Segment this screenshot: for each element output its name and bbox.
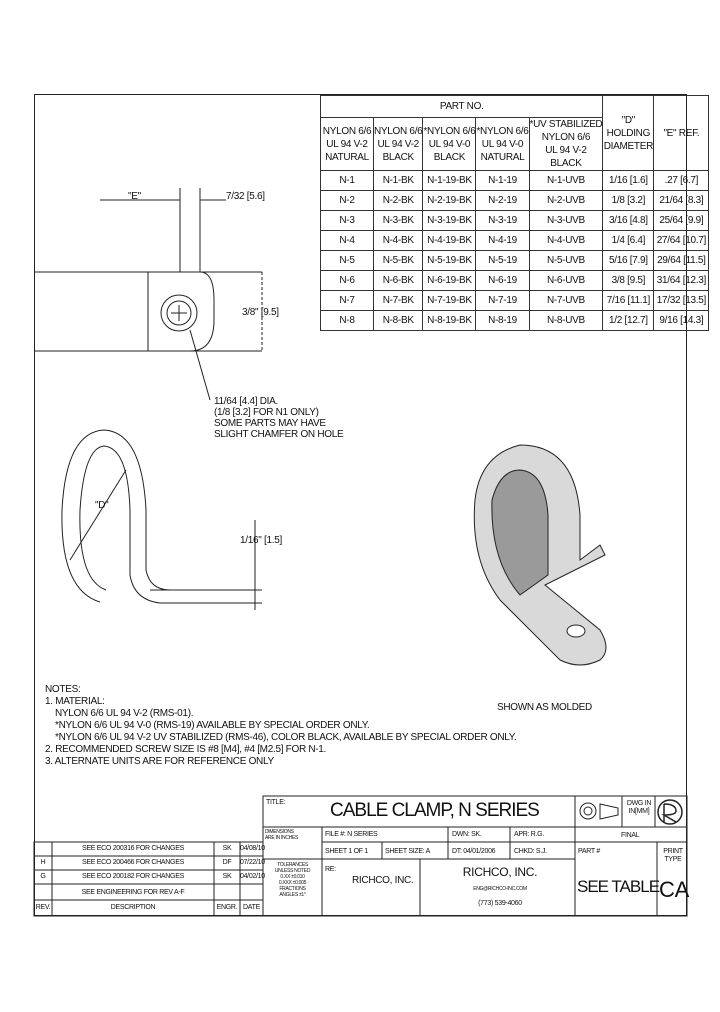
part-cell: 1/16 [1.6] bbox=[603, 171, 654, 191]
company-right: RICHCO, INC. bbox=[462, 865, 538, 879]
height-dimension-label: 3/8" [9.5] bbox=[242, 307, 279, 318]
part-cell: N-4-19 bbox=[476, 231, 529, 251]
hole-note: 11/64 [4.4] DIA. (1/8 [3.2] FOR N1 ONLY) SOME PARTS MAY HAVE SLIGHT CHAMFER ON HOLE bbox=[214, 396, 344, 440]
part-cell: N-4-UVB bbox=[529, 231, 603, 251]
part-cell: N-7-19 bbox=[476, 291, 529, 311]
part-cell: .27 [6.7] bbox=[654, 171, 709, 191]
part-cell: N-3-UVB bbox=[529, 211, 603, 231]
sheet-size: SHEET SIZE: A bbox=[385, 848, 430, 855]
print-type-label: PRINT TYPE bbox=[663, 848, 683, 863]
part-cell: N-8 bbox=[321, 311, 374, 331]
title-label: TITLE: bbox=[266, 799, 286, 806]
part-cell: N-7 bbox=[321, 291, 374, 311]
part-cell: N-8-BK bbox=[374, 311, 423, 331]
print-type-value: CA bbox=[659, 877, 689, 902]
part-cell: 17/32 [13.5] bbox=[654, 291, 709, 311]
part-cell: 3/8 [9.5] bbox=[603, 271, 654, 291]
part-cell: N-1-19-BK bbox=[423, 171, 476, 191]
company-left: RICHCO, INC. bbox=[352, 875, 414, 886]
part-cell: 5/16 [7.9] bbox=[603, 251, 654, 271]
part-cell: N-2-UVB bbox=[529, 191, 603, 211]
final-status: FINAL bbox=[621, 832, 640, 839]
d-dim-line bbox=[70, 470, 126, 560]
part-cell: N-8-19-BK bbox=[423, 311, 476, 331]
revision-date: 04/02/10 bbox=[240, 873, 265, 880]
col-v0-natural-header: *NYLON 6/6 UL 94 V-0 NATURAL bbox=[476, 118, 529, 171]
part-cell: N-2-19-BK bbox=[423, 191, 476, 211]
revision-desc: SEE ENGINEERING FOR REV A-F bbox=[81, 889, 185, 896]
part-cell: N-5-BK bbox=[374, 251, 423, 271]
part-cell: 31/64 [12.3] bbox=[654, 271, 709, 291]
col-uv-header: *UV STABILIZED NYLON 6/6 UL 94 V-2 BLACK bbox=[529, 119, 603, 169]
revision-date: 04/08/10 bbox=[240, 845, 265, 852]
part-no-value: SEE TABLE bbox=[577, 877, 660, 896]
notes-block: NOTES: 1. MATERIAL: NYLON 6/6 UL 94 V-2 (RMS-01). *NYLON 6/6 UL 94 V-0 (RMS-19) AVAILABLE BY SPECIAL ORDER ONLY. *NYLON 6/6 UL 94 V-2 UV STABILIZED (RMS-46), COLOR BLACK, AVAILABLE BY SPECIAL ORDER ONLY. 2. RECOMMENDED SCREW SIZE IS #8 [M4], #4 [M2.5] FOR N-1. 3. ALTERNATE UNITS ARE FOR REFERENCE ONLY bbox=[45, 684, 517, 767]
col-black-header: NYLON 6/6 UL 94 V-2 BLACK bbox=[374, 118, 423, 171]
revision-desc: SEE ECO 200182 FOR CHANGES bbox=[82, 873, 184, 880]
part-cell: N-6-19 bbox=[476, 271, 529, 291]
projection-symbol bbox=[580, 803, 618, 819]
part-cell: N-1-19 bbox=[476, 171, 529, 191]
approved-by: APR: R.G. bbox=[514, 831, 544, 838]
part-cell: N-1-UVB bbox=[529, 171, 603, 191]
part-cell: N-7-19-BK bbox=[423, 291, 476, 311]
revision-desc: SEE ECO 200316 FOR CHANGES bbox=[82, 845, 184, 852]
shown-as-molded-caption: SHOWN AS MOLDED bbox=[497, 702, 592, 713]
part-cell: N-3 bbox=[321, 211, 374, 231]
part-cell: N-6-UVB bbox=[529, 271, 603, 291]
sheet-count: SHEET 1 OF 1 bbox=[325, 848, 368, 855]
richco-logo bbox=[658, 800, 682, 824]
company-email: ENG@RICHCO-INC.COM bbox=[473, 886, 527, 892]
thickness-label: 1/16" [1.5] bbox=[240, 535, 282, 546]
part-cell: N-2 bbox=[321, 191, 374, 211]
col-v0-black-header: *NYLON 6/6 UL 94 V-0 BLACK bbox=[423, 118, 476, 171]
d-dimension-label: "D" bbox=[95, 500, 109, 511]
revision-engr: SK bbox=[222, 845, 232, 852]
part-cell: N-8-19 bbox=[476, 311, 529, 331]
part-cell: N-1 bbox=[321, 171, 374, 191]
rev-header: REV. bbox=[35, 904, 51, 911]
col-natural-header: NYLON 6/6 UL 94 V-2 NATURAL bbox=[321, 118, 374, 171]
part-cell: 7/16 [11.1] bbox=[603, 291, 654, 311]
part-cell: N-5-UVB bbox=[529, 251, 603, 271]
iso-hole bbox=[567, 625, 585, 637]
part-cell: 27/64 [10.7] bbox=[654, 231, 709, 251]
e-dimension-label: "E" bbox=[128, 191, 141, 202]
part-cell: 29/64 [11.5] bbox=[654, 251, 709, 271]
description-header: DESCRIPTION bbox=[110, 904, 156, 911]
clamp-loop-outer bbox=[62, 430, 210, 602]
part-cell: 21/64 [8.3] bbox=[654, 191, 709, 211]
dim-notes: DIMENSIONS ARE IN INCHES bbox=[265, 829, 299, 841]
part-cell: N-3-19-BK bbox=[423, 211, 476, 231]
part-cell: 1/2 [12.7] bbox=[603, 311, 654, 331]
revision-date: 07/22/10 bbox=[240, 859, 265, 866]
revision-rev: G bbox=[40, 873, 46, 880]
part-cell: N-7-UVB bbox=[529, 291, 603, 311]
part-cell: N-5-19 bbox=[476, 251, 529, 271]
part-cell: N-4-19-BK bbox=[423, 231, 476, 251]
revision-desc: SEE ECO 200466 FOR CHANGES bbox=[82, 859, 184, 866]
part-cell: N-6-19-BK bbox=[423, 271, 476, 291]
part-cell: 3/16 [4.8] bbox=[603, 211, 654, 231]
checked-by: CHKD: S.J. bbox=[514, 848, 547, 855]
clamp-tab-outline bbox=[148, 272, 214, 351]
revision-rev: H bbox=[40, 859, 46, 866]
part-cell: N-5 bbox=[321, 251, 374, 271]
engr-header: ENGR. bbox=[216, 904, 238, 911]
part-cell: N-1-BK bbox=[374, 171, 423, 191]
part-cell: N-5-19-BK bbox=[423, 251, 476, 271]
part-cell: N-8-UVB bbox=[529, 311, 603, 331]
part-cell: N-4 bbox=[321, 231, 374, 251]
e-ref-header: "E" REF. bbox=[654, 96, 709, 171]
drawn-by: DWN: SK. bbox=[452, 831, 482, 838]
part-cell: 1/8 [3.2] bbox=[603, 191, 654, 211]
file-number: FILE #: N SERIES bbox=[325, 831, 378, 838]
revision-engr: DF bbox=[222, 859, 232, 866]
tolerance-notes: TOLERANCES UNLESS NOTED 0.XX ±0.010 0.XXX ±0.005 FRACTIONS ANGLES ±1° bbox=[274, 862, 311, 898]
part-cell: N-2-BK bbox=[374, 191, 423, 211]
d-holding-diameter-header: "D" HOLDING DIAMETER bbox=[603, 96, 654, 171]
part-no-label: PART # bbox=[578, 848, 600, 855]
hole-leader bbox=[190, 330, 210, 400]
part-cell: 25/64 [9.9] bbox=[654, 211, 709, 231]
drawing-title: CABLE CLAMP, N SERIES bbox=[330, 800, 539, 821]
revision-engr: SK bbox=[222, 873, 232, 880]
part-cell: N-6-BK bbox=[374, 271, 423, 291]
part-cell: N-3-BK bbox=[374, 211, 423, 231]
part-cell: N-6 bbox=[321, 271, 374, 291]
part-no-header: PART NO. bbox=[321, 96, 603, 118]
part-cell: N-4-BK bbox=[374, 231, 423, 251]
date-header: DATE bbox=[243, 904, 260, 911]
dwg-in-units: DWG IN IN[MM] bbox=[626, 800, 652, 815]
part-cell: N-3-19 bbox=[476, 211, 529, 231]
tab-dimension-label: 7/32 [5.6] bbox=[226, 191, 265, 202]
drawing-date: DT: 04/01/2006 bbox=[452, 848, 496, 855]
clamp-loop-inner bbox=[80, 446, 210, 603]
part-cell: 9/16 [14.3] bbox=[654, 311, 709, 331]
re-label: RE: bbox=[325, 866, 336, 873]
company-phone: (773) 539-4060 bbox=[478, 900, 522, 907]
part-cell: 1/4 [6.4] bbox=[603, 231, 654, 251]
part-cell: N-2-19 bbox=[476, 191, 529, 211]
part-cell: N-7-BK bbox=[374, 291, 423, 311]
